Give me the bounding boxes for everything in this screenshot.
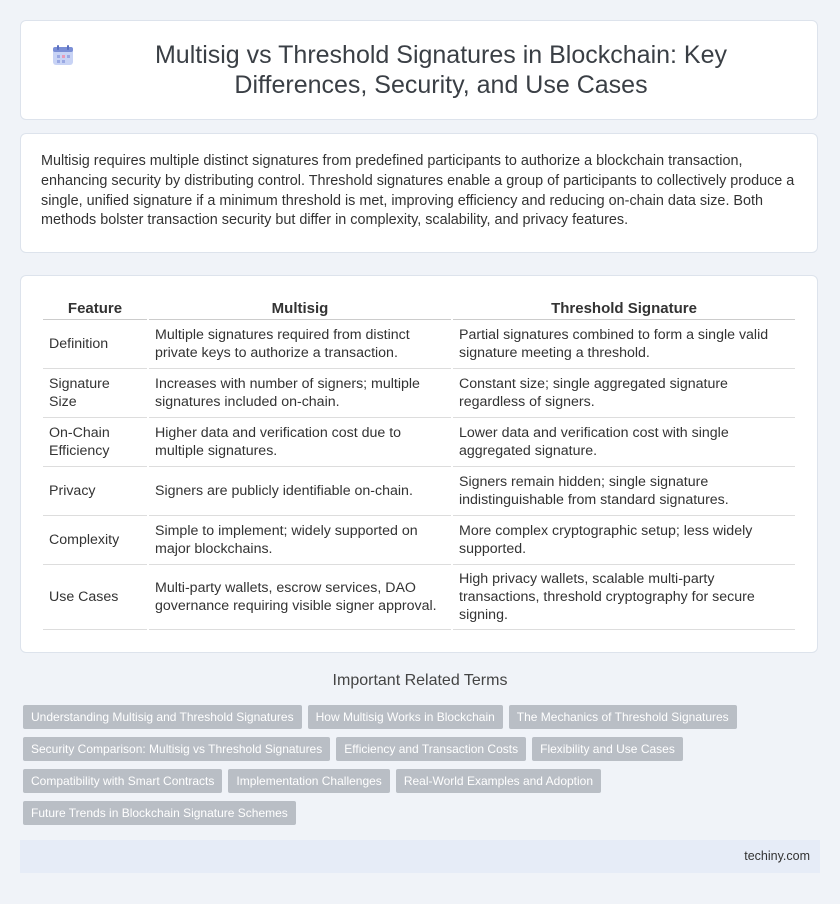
related-term-tag[interactable]: Security Comparison: Multisig vs Threshold Signatures [23, 737, 330, 761]
threshold-cell: Constant size; single aggregated signature regardless of signers. [453, 369, 795, 418]
threshold-cell: Signers remain hidden; single signature indistinguishable from standard signatures. [453, 467, 795, 516]
feature-cell: On-Chain Efficiency [43, 418, 147, 467]
calendar-icon [51, 43, 75, 67]
header-card [20, 20, 818, 120]
related-term-tag[interactable]: Future Trends in Blockchain Signature Schemes [23, 801, 296, 825]
table-row [43, 369, 795, 418]
related-term-tag[interactable]: Implementation Challenges [228, 769, 389, 793]
threshold-cell: More complex cryptographic setup; less widely supported. [453, 516, 795, 565]
related-term-tag[interactable]: The Mechanics of Threshold Signatures [509, 705, 737, 729]
related-term-tag[interactable]: Efficiency and Transaction Costs [336, 737, 526, 761]
table-header-row [43, 296, 795, 320]
related-term-tag[interactable]: Understanding Multisig and Threshold Signatures [23, 705, 302, 729]
comparison-card [20, 275, 818, 653]
feature-cell: Signature Size [43, 369, 147, 418]
multisig-cell: Multiple signatures required from distinct private keys to authorize a transaction. [149, 320, 451, 369]
footer [20, 840, 820, 873]
related-term-tag[interactable]: How Multisig Works in Blockchain [308, 705, 503, 729]
related-terms-title: Important Related Terms [332, 672, 508, 689]
related-term-tag[interactable]: Flexibility and Use Cases [532, 737, 683, 761]
table-row [43, 516, 795, 565]
feature-cell: Use Cases [43, 565, 147, 630]
table-row [43, 418, 795, 467]
multisig-cell: Increases with number of signers; multiple signatures included on-chain. [149, 369, 451, 418]
related-term-tag[interactable]: Real-World Examples and Adoption [396, 769, 601, 793]
threshold-cell: Lower data and verification cost with single aggregated signature. [453, 418, 795, 467]
multisig-cell: Multi-party wallets, escrow services, DAO governance requiring visible signer approval. [149, 565, 451, 630]
multisig-cell: Simple to implement; widely supported on major blockchains. [149, 516, 451, 565]
page-title: Multisig vs Threshold Signatures in Blockchain: Key Differences, Security, and Use Cases [154, 41, 728, 99]
comparison-table [41, 296, 797, 630]
feature-cell: Privacy [43, 467, 147, 516]
header-threshold: Threshold Signature [453, 296, 795, 320]
related-terms-list [23, 705, 823, 833]
header-feature: Feature [43, 296, 147, 320]
threshold-cell: Partial signatures combined to form a single valid signature meeting a threshold. [453, 320, 795, 369]
table-row [43, 320, 795, 369]
feature-cell: Definition [43, 320, 147, 369]
threshold-cell: High privacy wallets, scalable multi-party transactions, threshold cryptography for secure signing. [453, 565, 795, 630]
table-row [43, 565, 795, 630]
intro-card [20, 133, 818, 253]
footer-site[interactable]: techiny.com [744, 849, 810, 863]
multisig-cell: Higher data and verification cost due to multiple signatures. [149, 418, 451, 467]
multisig-cell: Signers are publicly identifiable on-chain. [149, 467, 451, 516]
intro-paragraph: Multisig requires multiple distinct signatures from predefined participants to authorize a blockchain transaction, enhancing security by distributing control. Threshold signatures enable a group of participants to collectively produce a single, unified signature if a minimum threshold is met, improving efficiency and reducing on-chain data size. Both methods bolster transaction security but differ in complexity, scalability, and privacy features. [41, 153, 795, 229]
related-term-tag[interactable]: Compatibility with Smart Contracts [23, 769, 222, 793]
feature-cell: Complexity [43, 516, 147, 565]
table-row [43, 467, 795, 516]
header-multisig: Multisig [149, 296, 451, 320]
